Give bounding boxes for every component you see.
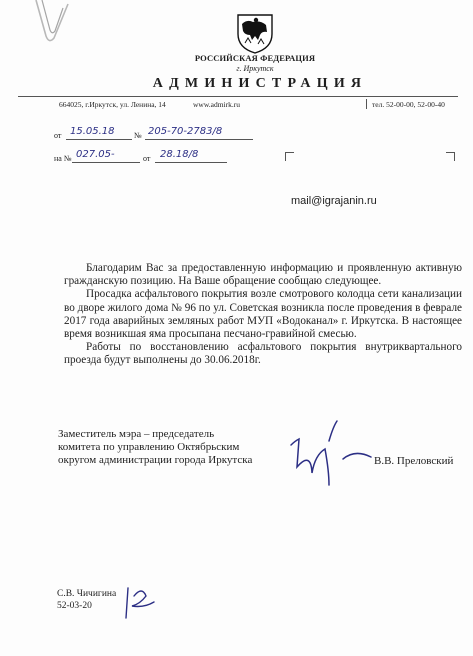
handwritten-initials xyxy=(118,582,160,620)
incoming-date-prefix: от xyxy=(143,154,151,163)
body-paragraph: Работы по восстановлению асфальтового покрытия внутриквартального проезда будут выполнены до 30.06.2018г. xyxy=(64,341,462,367)
executor-block xyxy=(57,589,116,612)
country-name: РОССИЙСКАЯ ФЕДЕРАЦИЯ xyxy=(194,53,316,63)
outgoing-date-prefix: от xyxy=(54,131,62,140)
signer-position xyxy=(58,428,252,468)
signer-name: В.В. Преловский xyxy=(374,455,454,467)
outgoing-date-line xyxy=(66,139,132,140)
outgoing-number-line xyxy=(145,139,253,140)
website-link[interactable]: www.admirk.ru xyxy=(193,100,241,109)
incoming-number-prefix: на № xyxy=(54,154,72,163)
executor-phone: 52-03-20 xyxy=(57,600,92,611)
address-corner-right xyxy=(446,152,455,161)
recipient-email[interactable]: mail@igrajanin.ru xyxy=(291,195,377,207)
outgoing-number: 205-70-2783/8 xyxy=(148,126,223,137)
organization-title: АДМИНИСТРАЦИЯ xyxy=(152,76,368,91)
incoming-number-line xyxy=(72,162,140,163)
postal-address: 664025, г.Иркутск, ул. Ленина, 14 xyxy=(59,100,166,109)
signer-position-line: Заместитель мэра – председатель xyxy=(58,428,215,440)
incoming-date-line xyxy=(155,162,227,163)
coat-of-arms-icon xyxy=(236,12,274,54)
paperclip-icon xyxy=(32,0,76,44)
outgoing-number-prefix: № xyxy=(134,131,142,140)
signer-position-line: округом администрации города Иркутска xyxy=(58,454,253,467)
header-divider xyxy=(18,96,458,97)
letter-body xyxy=(64,262,462,368)
header-separator xyxy=(366,99,367,109)
outgoing-date: 15.05.18 xyxy=(70,126,115,137)
city-name: г. Иркутск xyxy=(236,64,274,73)
phone-numbers: тел. 52-00-00, 52-00-40 xyxy=(372,100,445,109)
body-paragraph: Просадка асфальтового покрытия возле смотрового колодца сети канализации во дворе жилого дома № 96 по ул. Советская возникла после проведения в феврале 2017 года аварийных земляных работ МУП «Водоканал» г. Иркутска. В настоящее время возникшая яма просыпана песчано-гравийной смесью. xyxy=(64,288,462,341)
handwritten-signature xyxy=(285,415,375,490)
signer-position-line: комитета по управлению Октябрьским xyxy=(58,441,240,454)
address-corner-left xyxy=(285,152,294,161)
executor-name: С.В. Чичигина xyxy=(57,589,117,599)
incoming-number: 027.05- xyxy=(76,149,115,160)
body-paragraph: Благодарим Вас за предоставленную информацию и проявленную активную гражданскую позицию. На Ваше обращение сообщаю следующее. xyxy=(64,262,462,288)
incoming-date: 28.18/8 xyxy=(160,149,199,160)
